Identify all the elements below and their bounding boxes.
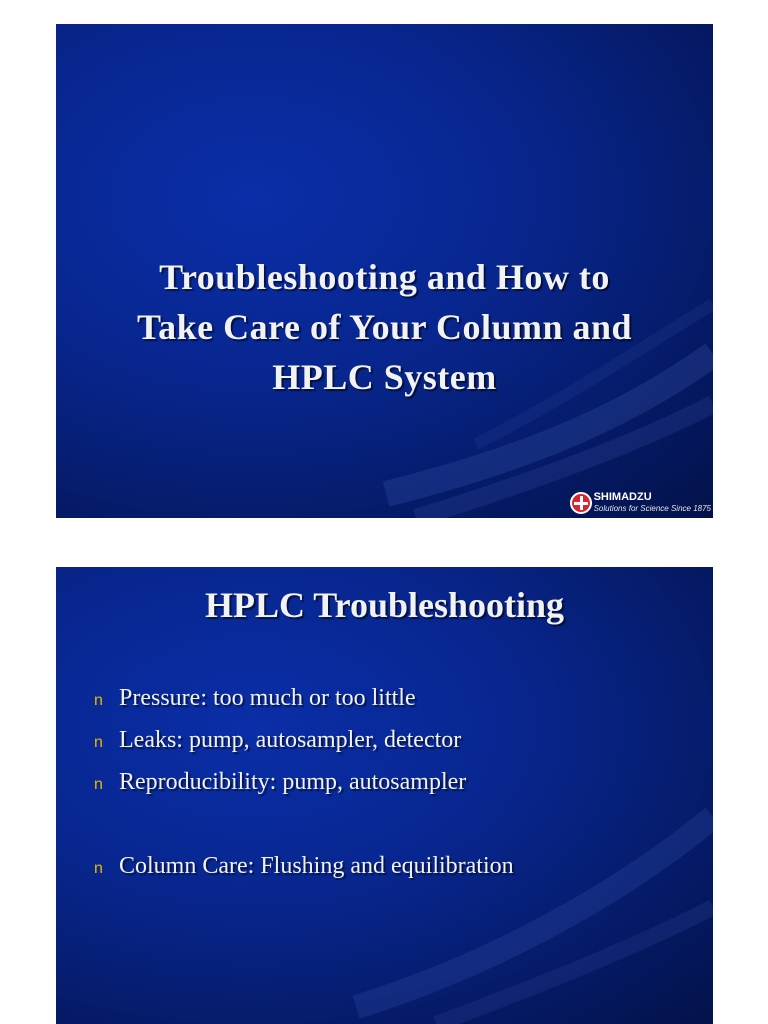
bullet-item <box>94 769 514 811</box>
bullet-marker-icon: n <box>94 776 103 793</box>
slide-title <box>76 252 693 402</box>
title-slide <box>56 24 713 518</box>
logo-text <box>594 491 711 515</box>
bullet-marker-icon: n <box>94 734 103 751</box>
shimadzu-cross-icon <box>570 492 592 514</box>
title-line: Troubleshooting and How to <box>159 257 610 297</box>
slide-heading: HPLC Troubleshooting <box>204 585 565 625</box>
bullet-text: Column Care: Flushing and equilibration <box>119 853 514 879</box>
shimadzu-logo <box>570 491 711 515</box>
bullet-marker-icon: n <box>94 692 103 709</box>
bullet-text: Pressure: too much or too little <box>119 685 416 711</box>
bullet-item <box>94 727 514 769</box>
bullet-item <box>94 685 514 727</box>
bullet-text: Leaks: pump, autosampler, detector <box>119 727 462 753</box>
logo-tagline: Solutions for Science Since 1875 <box>593 504 711 513</box>
content-slide <box>56 567 713 1024</box>
logo-name: SHIMADZU <box>593 491 652 503</box>
bullet-text: Reproducibility: pump, autosampler <box>119 769 467 795</box>
bullet-list <box>94 685 514 895</box>
bullet-item <box>94 853 514 895</box>
bullet-marker-icon: n <box>94 860 103 877</box>
title-line: Take Care of Your Column and <box>136 307 633 347</box>
title-line: HPLC System <box>272 357 497 397</box>
